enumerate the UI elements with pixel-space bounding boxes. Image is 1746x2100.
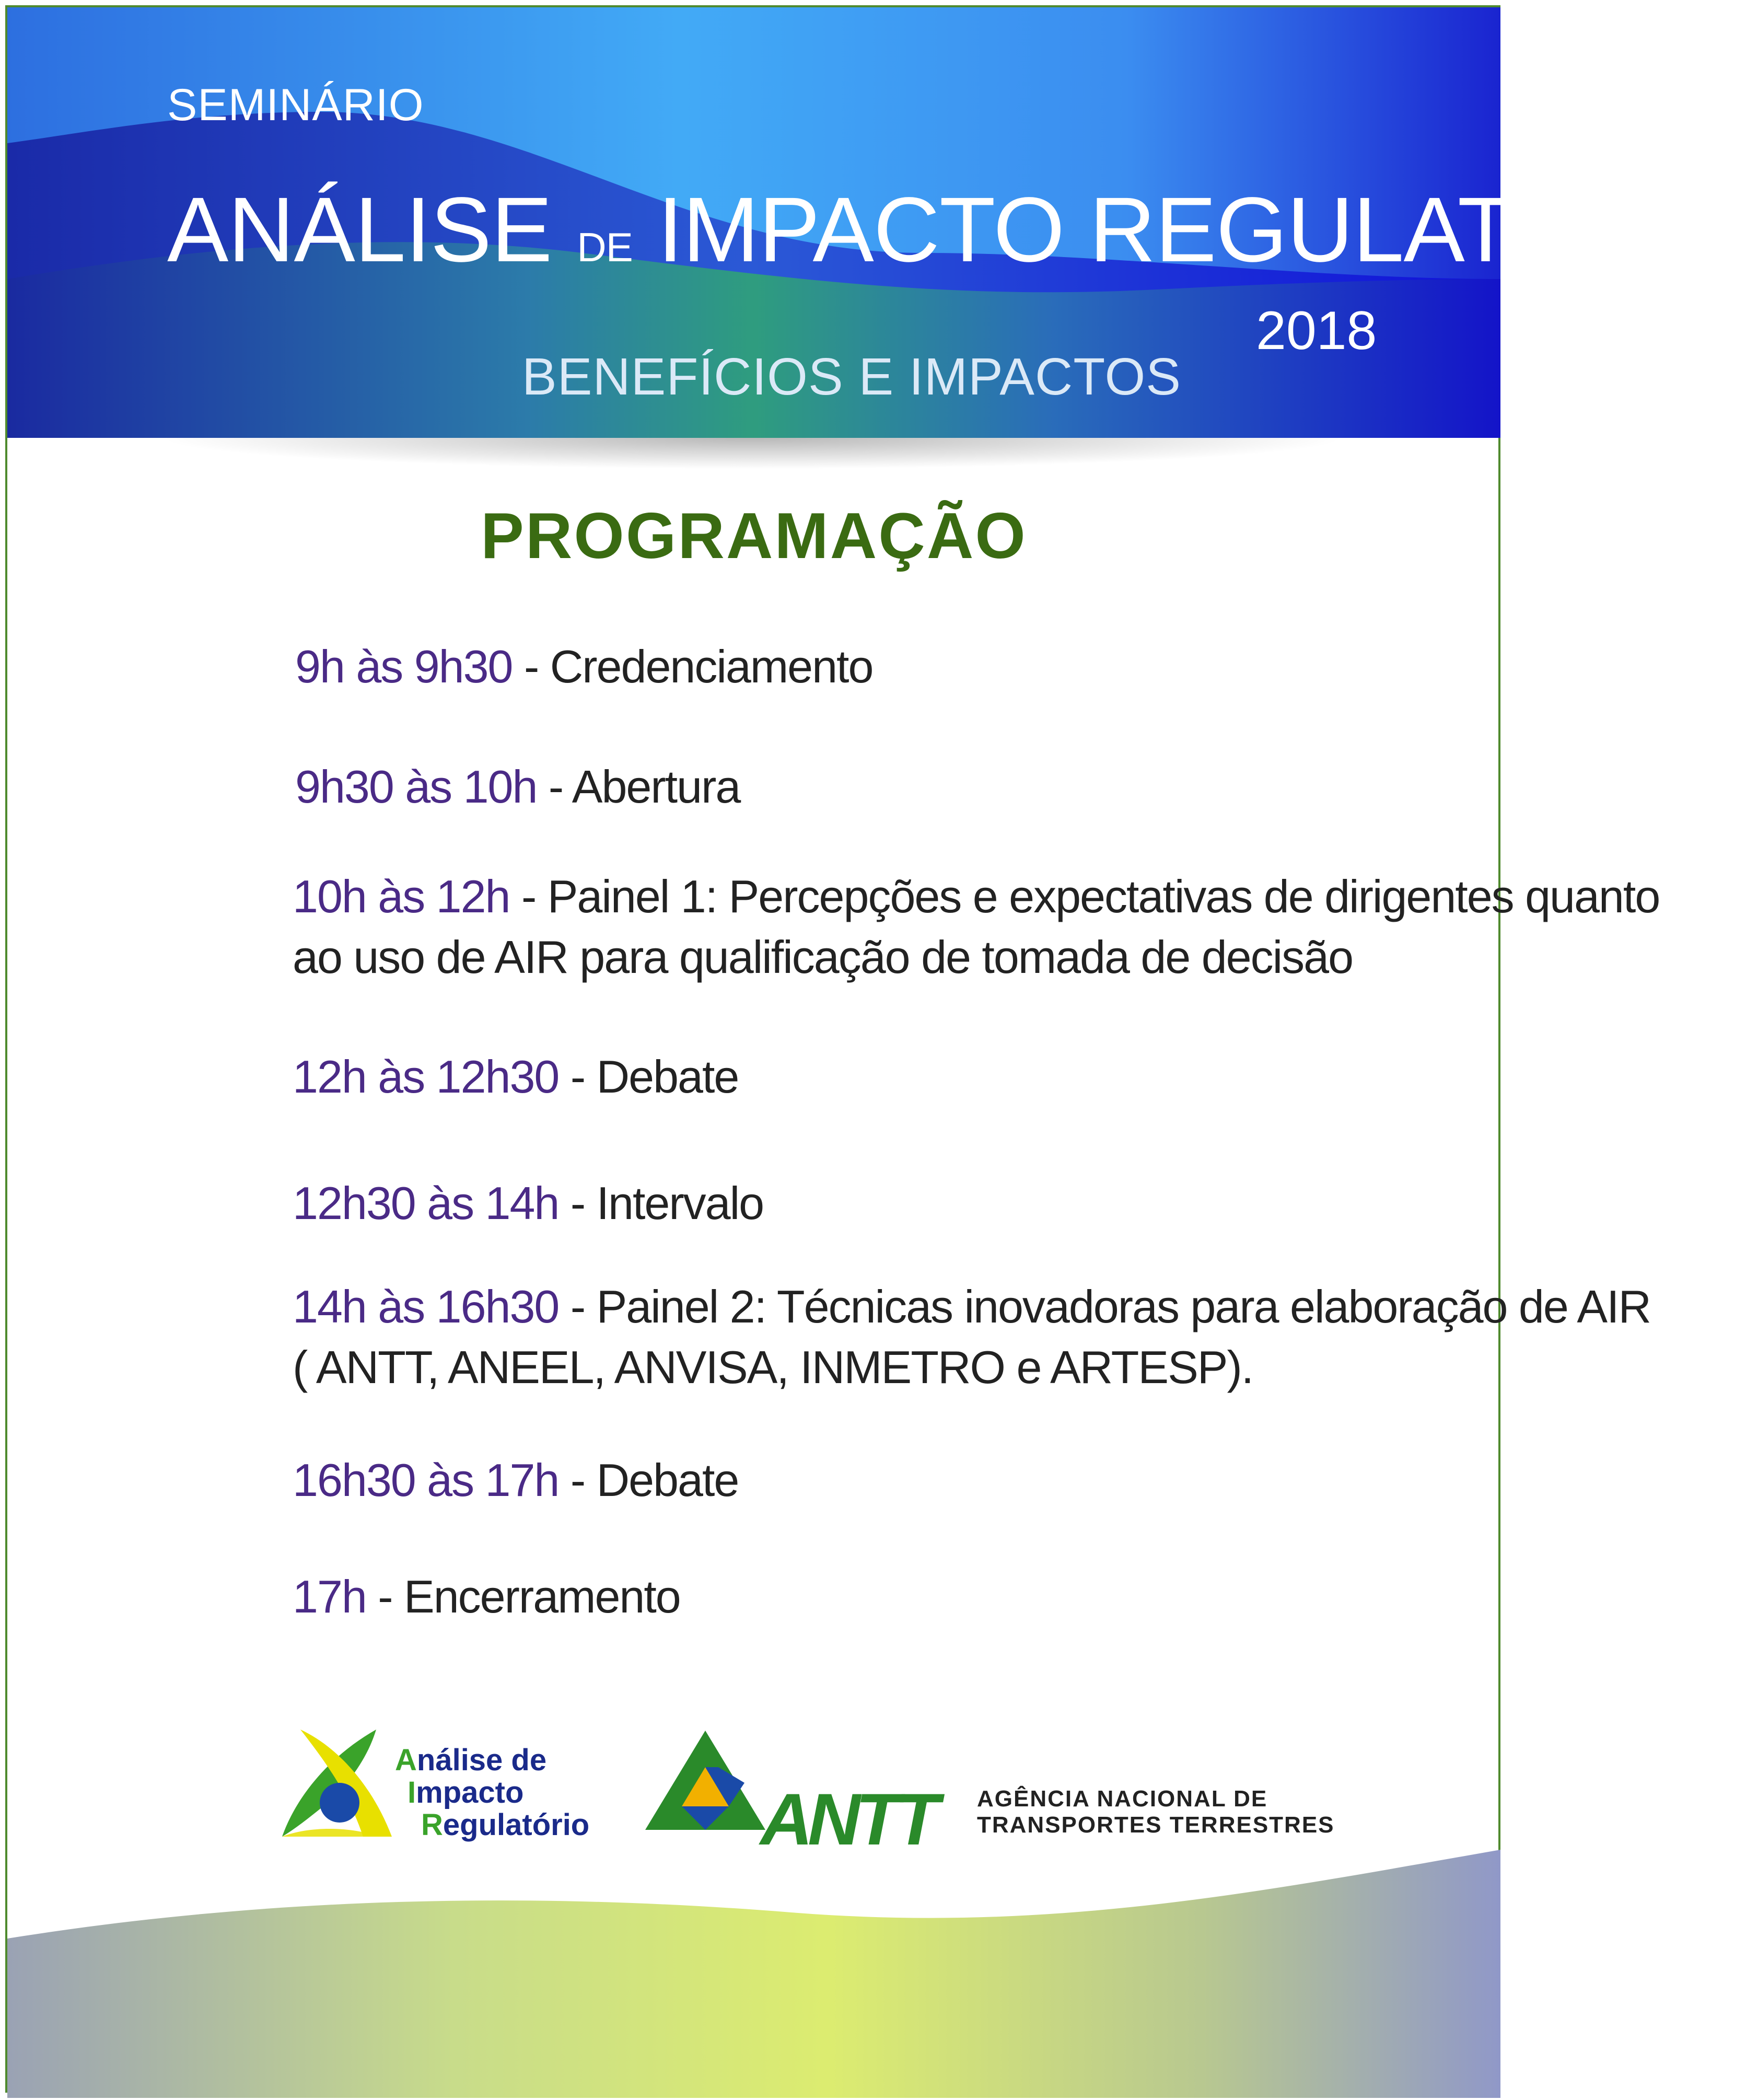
schedule-item: [293, 866, 1659, 988]
air-logo-initial: R: [421, 1808, 443, 1842]
schedule-item: [295, 757, 740, 817]
air-logo: [272, 1724, 590, 1844]
schedule-separator: -: [509, 871, 548, 922]
schedule-time: 9h às 9h30: [295, 641, 513, 692]
title-part1: ANÁLISE: [167, 179, 552, 281]
schedule-text-continued: ao uso de AIR para qualificação de tomada de decisão: [293, 931, 1353, 983]
air-logo-line1: [395, 1745, 546, 1776]
air-logo-word: nálise de: [416, 1743, 547, 1777]
schedule-item: [293, 1047, 738, 1107]
schedule-text: Debate: [596, 1051, 739, 1103]
header-shadow: [157, 438, 1348, 469]
schedule-item: [293, 1567, 680, 1627]
schedule-separator: -: [366, 1571, 404, 1622]
antt-logo-mark: [645, 1731, 765, 1835]
air-logo-initial: I: [408, 1776, 416, 1809]
schedule-separator: -: [537, 761, 572, 813]
schedule-text: Abertura: [572, 761, 740, 813]
schedule-separator: -: [558, 1177, 597, 1229]
agency-name-line1: AGÊNCIA NACIONAL DE: [977, 1786, 1268, 1812]
agency-name-line2: TRANSPORTES TERRESTRES: [977, 1812, 1335, 1838]
schedule-text: Debate: [596, 1454, 739, 1506]
schedule-text: Intervalo: [596, 1177, 764, 1229]
schedule-separator: -: [558, 1051, 597, 1103]
schedule-time: 17h: [293, 1571, 366, 1622]
schedule-separator: -: [512, 641, 550, 692]
seminar-subtitle: BENEFÍCIOS E IMPACTOS: [522, 347, 1181, 406]
schedule-text: Painel 1: Percepções e expectativas de dirigentes quanto: [547, 871, 1660, 922]
air-logo-word: egulatório: [443, 1808, 590, 1842]
air-logo-initial: A: [395, 1743, 417, 1777]
schedule-text: Painel 2: Técnicas inovadoras para elaboração de AIR: [596, 1281, 1651, 1332]
seminar-year: 2018: [1256, 300, 1377, 361]
schedule-item: [293, 1277, 1650, 1398]
title-part2: IMPACTO REGULATÓRIO: [657, 179, 1746, 281]
schedule-time: 9h30 às 10h: [295, 761, 537, 813]
schedule-time: 10h às 12h: [293, 871, 510, 922]
air-logo-line2: [408, 1778, 523, 1808]
schedule-text: Encerramento: [404, 1571, 680, 1622]
air-logo-word: mpacto: [416, 1776, 524, 1809]
schedule-time: 14h às 16h30: [293, 1281, 559, 1332]
schedule-item: [293, 1450, 738, 1511]
antt-logo: [645, 1724, 959, 1860]
schedule-time: 16h30 às 17h: [293, 1454, 559, 1506]
seminar-kicker: SEMINÁRIO: [167, 80, 424, 130]
antt-wordmark: ANTT: [760, 1778, 935, 1860]
header-banner: [7, 7, 1746, 438]
air-logo-mark: [272, 1724, 397, 1844]
seminar-title: [167, 179, 1746, 281]
schedule-time: 12h30 às 14h: [293, 1177, 559, 1229]
schedule-time: 12h às 12h30: [293, 1051, 559, 1103]
schedule-separator: -: [558, 1281, 597, 1332]
schedule-text: Credenciamento: [550, 641, 873, 692]
schedule-separator: -: [558, 1454, 597, 1506]
schedule-item: [293, 1173, 763, 1234]
program-title: PROGRAMAÇÃO: [481, 500, 1027, 572]
schedule-item: [295, 636, 872, 697]
title-connector: DE: [577, 224, 633, 270]
schedule-text-continued: ( ANTT, ANEEL, ANVISA, INMETRO e ARTESP).: [293, 1341, 1253, 1393]
footer-wave: [7, 1834, 1500, 2098]
